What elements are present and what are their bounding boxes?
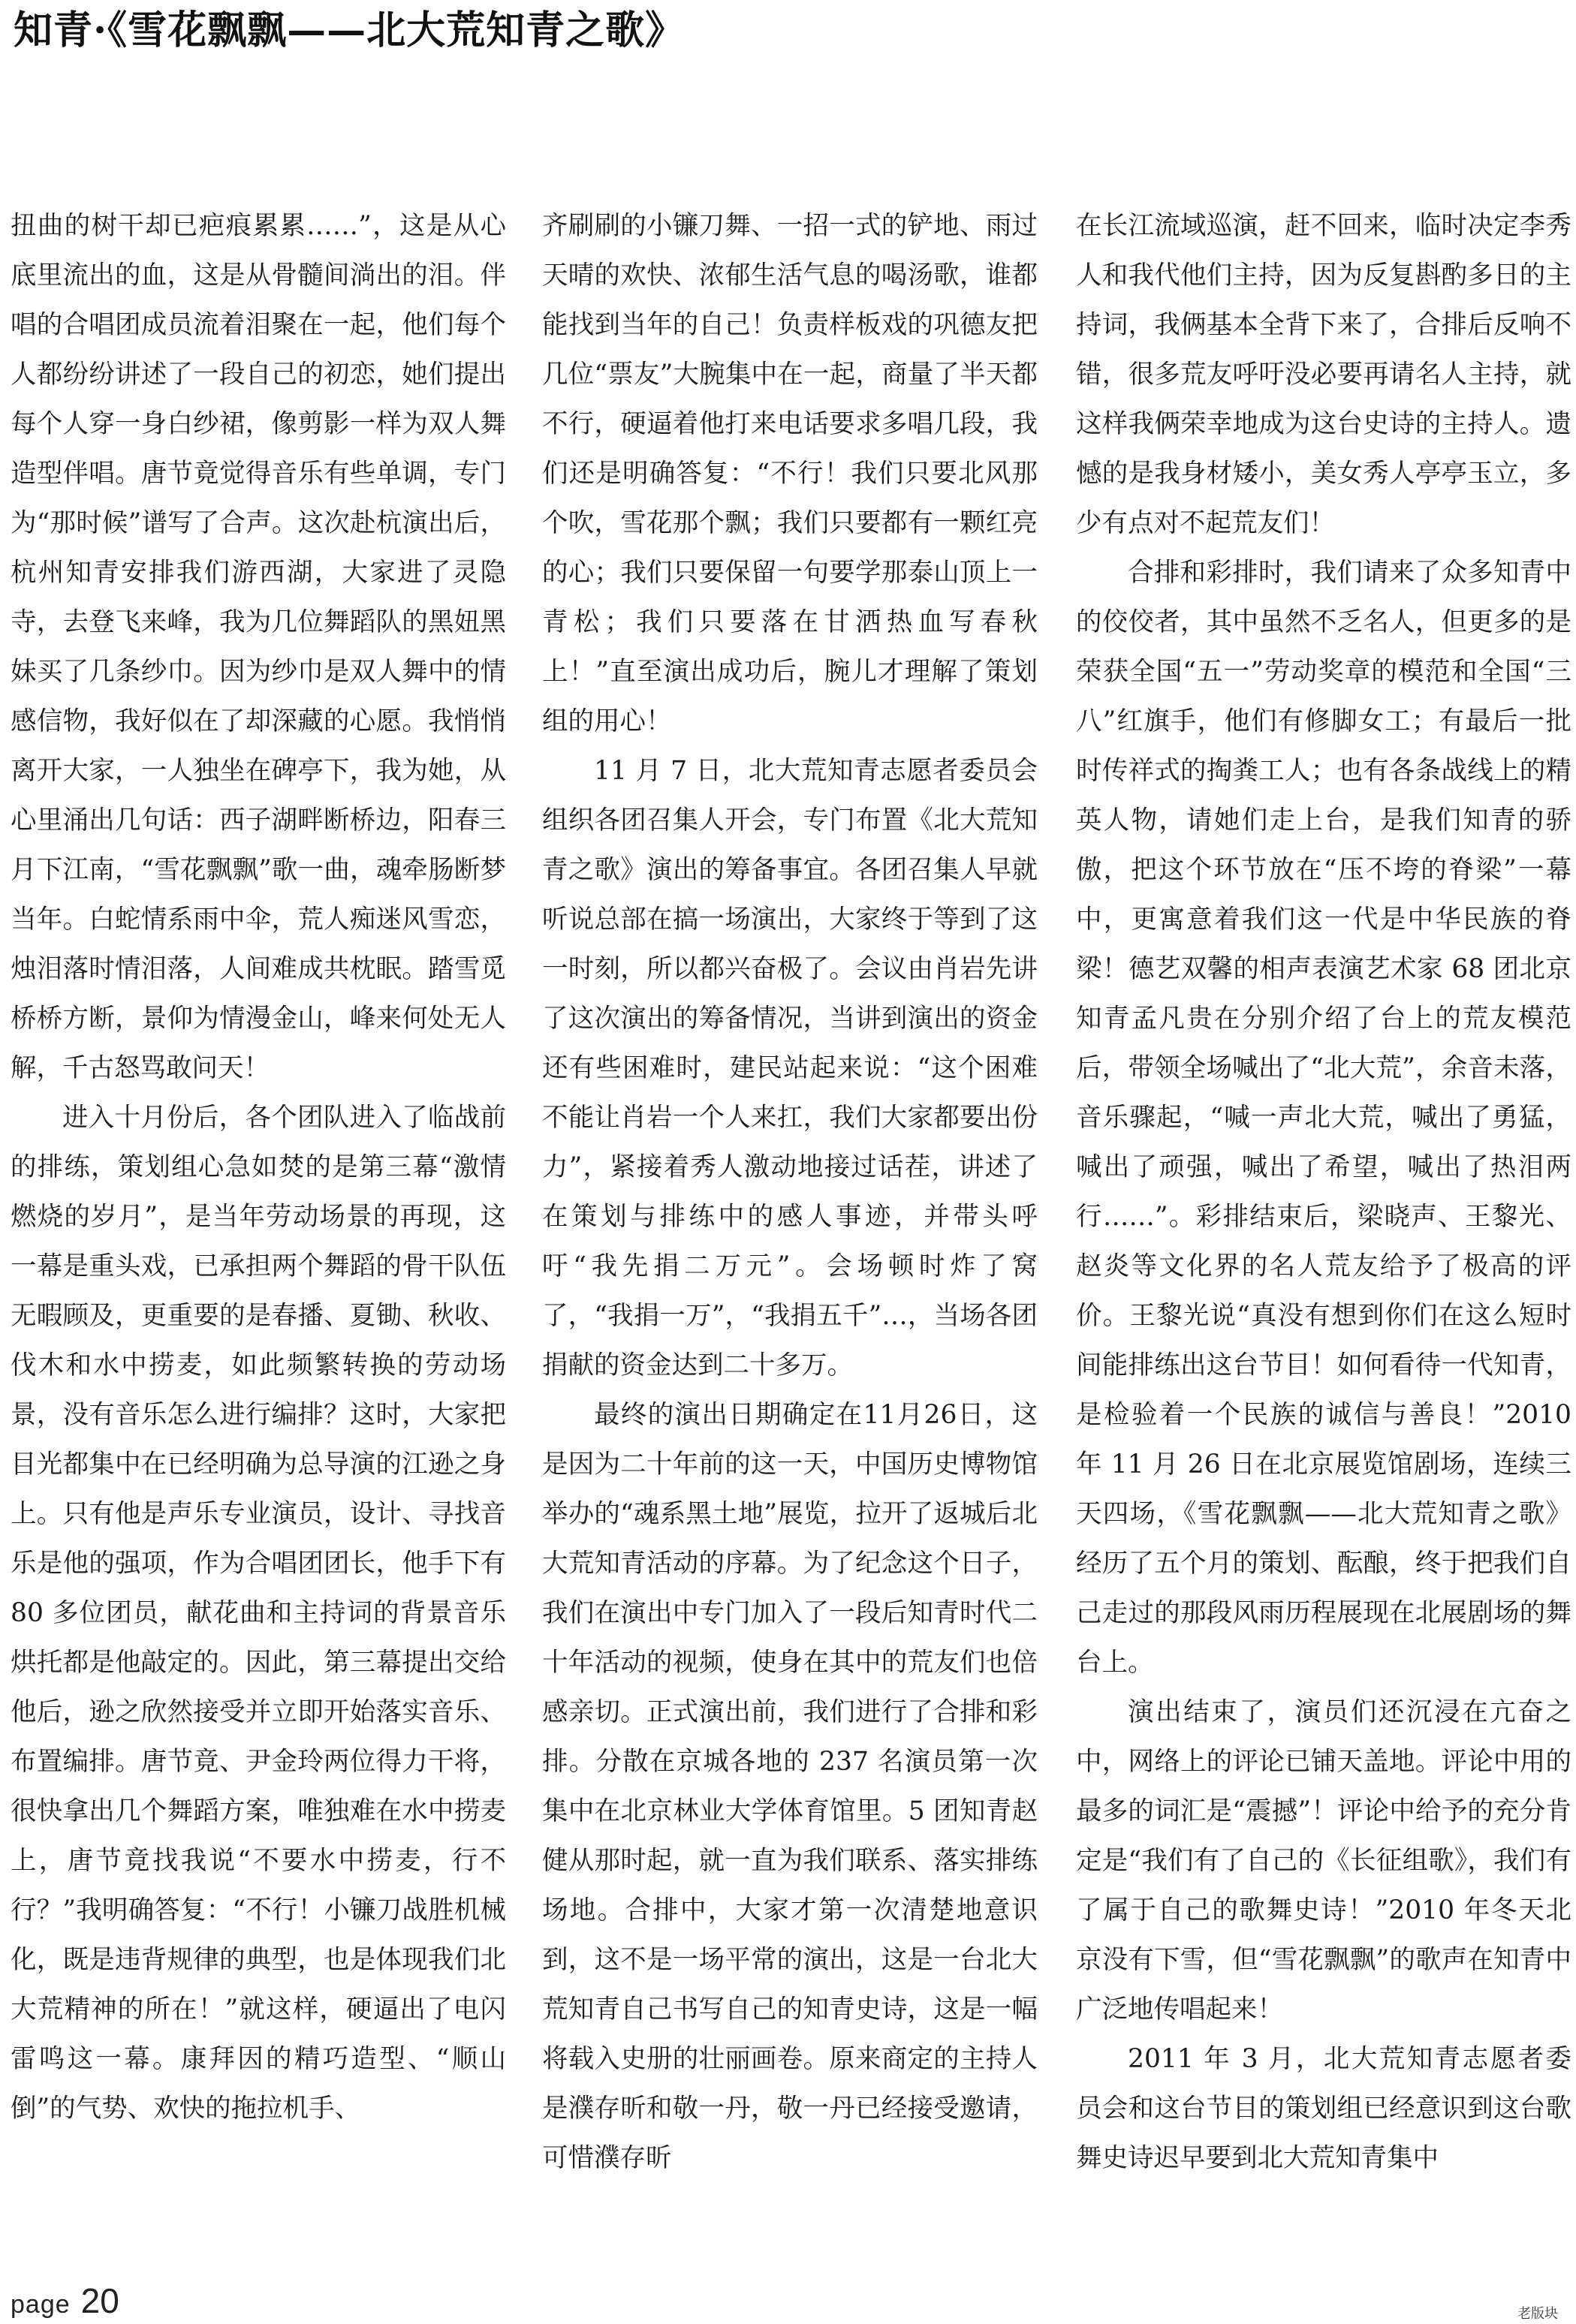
article-column-1 xyxy=(11,201,506,2133)
corner-mark: 老版块 xyxy=(1517,2306,1558,2322)
article-column-2 xyxy=(542,201,1038,2183)
paragraph: 最终的演出日期确定在11月26日，这是因为二十年前的这一天，中国历史博物馆举办的“魂系黑土地”展览，拉开了返城后北大荒知青活动的序幕。为了纪念这个日子，我们在演出中专门加入了一段后知青时代二十年活动的视频，使身在其中的荒友们也倍感亲切。正式演出前，我们进行了合排和彩排。分散在京城各地的 237 名演员第一次集中在北京林业大学体育馆里。5 团知青赵健从那时起，就一直为我们联系、落实排练场地。合排中，大家才第一次清楚地意识到，这不是一场平常的演出，这是一台北大荒知青自己书写自己的知青史诗，这是一幅将载入史册的壮丽画卷。原来商定的主持人是濮存昕和敬一丹，敬一丹已经接受邀请，可惜濮存昕 xyxy=(542,1400,1038,2173)
paragraph: 扭曲的树干却已疤痕累累……”，这是从心底里流出的血，这是从骨髓间淌出的泪。伴唱的合唱团成员流着泪聚在一起，他们每个人都纷纷讲述了一段自己的初恋，她们提出每个人穿一身白纱裙，像剪影一样为双人舞造型伴唱。唐节竟觉得音乐有些单调，专门为“那时候”谱写了合声。这次赴杭演出后，杭州知青安排我们游西湖，大家进了灵隐寺，去登飞来峰，我为几位舞蹈队的黑妞黑妹买了几条纱巾。因为纱巾是双人舞中的情感信物，我好似在了却深藏的心愿。我悄悄离开大家，一人独坐在碑亭下，我为她，从心里涌出几句话：西子湖畔断桥边，阳春三月下江南，“雪花飘飘”歌一曲，魂牵肠断梦当年。白蛇情系雨中伞，荒人痴迷风雪恋，烛泪落时情泪落，人间难成共枕眠。踏雪觅桥桥方断，景仰为情漫金山，峰来何处无人解，千古怒骂敢问天！ xyxy=(11,211,506,1083)
page-footer xyxy=(11,2280,119,2321)
paragraph: 2011 年 3 月，北大荒知青志愿者委员会和这台节目的策划组已经意识到这台歌舞史诗迟早要到北大荒知青集中 xyxy=(1076,2044,1571,2173)
paragraph: 11 月 7 日，北大荒知青志愿者委员会组织各团召集人开会，专门布置《北大荒知青之歌》演出的筹备事宜。各团召集人早就听说总部在搞一场演出，大家终于等到了这一时刻，所以都兴奋极了。会议由肖岩先讲了这次演出的筹备情况，当讲到演出的资金还有些困难时，建民站起来说：“这个困难不能让肖岩一个人来扛，我们大家都要出份力”，紧接着秀人激动地接过话茬，讲述了在策划与排练中的感人事迹，并带头呼吁“我先捐二万元”。会场顿时炸了窝了，“我捐一万”，“我捐五千”…，当场各团捐献的资金达到二十多万。 xyxy=(542,756,1038,1380)
page-number: 20 xyxy=(80,2281,119,2320)
paragraph: 齐刷刷的小镰刀舞、一招一式的铲地、雨过天晴的欢快、浓郁生活气息的喝汤歌，谁都能找到当年的自己！负责样板戏的巩德友把几位“票友”大腕集中在一起，商量了半天都不行，硬逼着他打来电话要求多唱几段，我们还是明确答复：“不行！我们只要北风那个吹，雪花那个飘；我们只要都有一颗红亮的心；我们只要保留一句要学那泰山顶上一青松；我们只要落在甘洒热血写春秋上！”直至演出成功后，腕儿才理解了策划组的用心！ xyxy=(542,211,1038,736)
paragraph: 合排和彩排时，我们请来了众多知青中的佼佼者，其中虽然不乏名人，但更多的是荣获全国“五一”劳动奖章的模范和全国“三八”红旗手，他们有修脚女工；有最后一批时传祥式的掏粪工人；也有各条战线上的精英人物，请她们走上台，是我们知青的骄傲，把这个环节放在“压不垮的脊梁”一幕中，更寓意着我们这一代是中华民族的脊梁！德艺双馨的相声表演艺术家 68 团北京知青孟凡贵在分别介绍了台上的荒友模范后，带领全场喊出了“北大荒”，余音未落，音乐骤起，“喊一声北大荒，喊出了勇猛，喊出了顽强，喊出了希望，喊出了热泪两行……”。彩排结束后，梁晓声、王黎光、赵炎等文化界的名人荒友给予了极高的评价。王黎光说“真没有想到你们在这么短时间能排练出这台节目！如何看待一代知青，是检验着一个民族的诚信与善良！”2010 年 11 月 26 日在北京展览馆剧场，连续三天四场，《雪花飘飘——北大荒知青之歌》经历了五个月的策划、酝酿，终于把我们自己走过的那段风雨历程展现在北展剧场的舞台上。 xyxy=(1076,558,1571,1678)
page-label: page xyxy=(11,2290,71,2319)
page-header-title: 知青·《雪花飘飘——北大荒知青之歌》 xyxy=(14,8,686,53)
paragraph: 演出结束了，演员们还沉浸在亢奋之中，网络上的评论已铺天盖地。评论中用的最多的词汇是“震撼”！评论中给予的充分肯定是“我们有了自己的《长征组歌》，我们有了属于自己的歌舞史诗！”2010 年冬天北京没有下雪，但“雪花飘飘”的歌声在知青中广泛地传唱起来！ xyxy=(1076,1697,1571,2024)
article-column-3 xyxy=(1076,201,1571,2183)
paragraph: 在长江流域巡演，赶不回来，临时决定李秀人和我代他们主持，因为反复斟酌多日的主持词，我俩基本全背下来了，合排后反响不错，很多荒友呼吁没必要再请名人主持，就这样我俩荣幸地成为这台史诗的主持人。遗憾的是我身材矮小，美女秀人亭亭玉立，多少有点对不起荒友们！ xyxy=(1076,211,1571,538)
paragraph: 进入十月份后，各个团队进入了临战前的排练，策划组心急如焚的是第三幕“激情燃烧的岁月”，是当年劳动场景的再现，这一幕是重头戏，已承担两个舞蹈的骨干队伍无暇顾及，更重要的是春播、夏锄、秋收、伐木和水中捞麦，如此频繁转换的劳动场景，没有音乐怎么进行编排？这时，大家把目光都集中在已经明确为总导演的江逊之身上。只有他是声乐专业演员，设计、寻找音乐是他的强项，作为合唱团团长，他手下有 80 多位团员，献花曲和主持词的背景音乐烘托都是他敲定的。因此，第三幕提出交给他后，逊之欣然接受并立即开始落实音乐、布置编排。唐节竟、尹金玲两位得力干将，很快拿出几个舞蹈方案，唯独难在水中捞麦上，唐节竟找我说“不要水中捞麦，行不行？”我明确答复：“不行！小镰刀战胜机械化，既是违背规律的典型，也是体现我们北大荒精神的所在！”就这样，硬逼出了电闪雷鸣这一幕。康拜因的精巧造型、“顺山倒”的气势、欢快的拖拉机手、 xyxy=(11,1103,506,2124)
